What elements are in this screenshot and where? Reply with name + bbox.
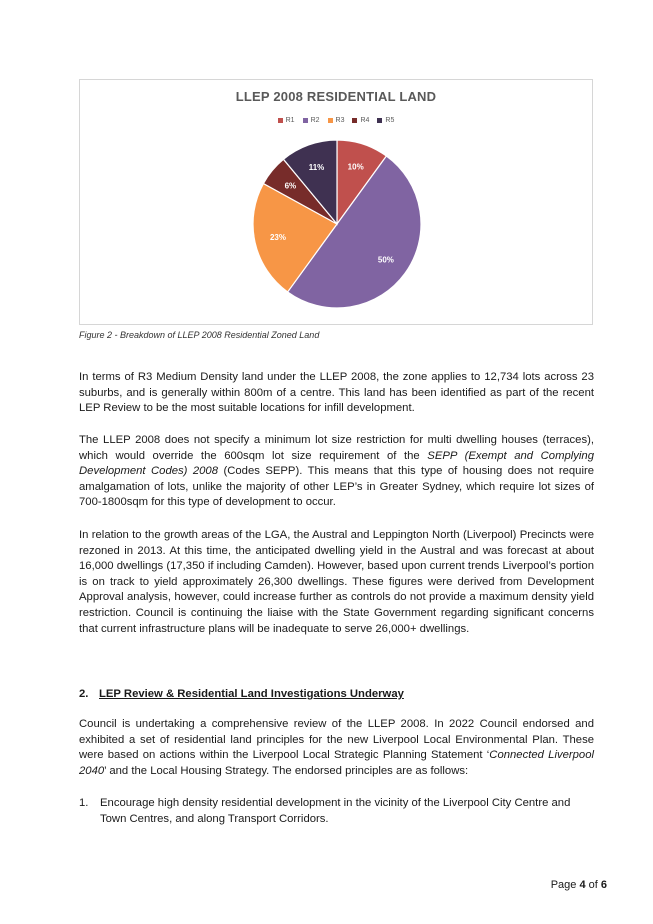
text-run: Council is undertaking a comprehensive review of the LLEP 2008. In 2022 Council endorsed and exhibited a set of residential land principles for the new Liverpool Local Environmental Plan. These were based on actions within the Liverpool Local Strategic Planning Statement ‘	[79, 718, 594, 762]
pie-label-r5: 11%	[308, 163, 325, 173]
pie-label-r2: 50%	[377, 255, 394, 265]
list-item	[79, 796, 594, 827]
page-footer	[551, 879, 607, 891]
paragraph-lep-review	[79, 717, 594, 779]
text-run: The LLEP 2008 does not specify a minimum lot size restriction for multi dwelling houses (terraces), which would override the 600sqm lot size requirement of the	[79, 434, 594, 462]
pie-svg	[80, 80, 594, 326]
pie-label-r4: 6%	[284, 181, 297, 191]
pie-chart	[79, 79, 593, 325]
paragraph-growth-areas: In relation to the growth areas of the LGA, the Austral and Leppington North (Liverpool) Precincts were rezoned in 2013. At this time, the anticipated dwelling yield in the Austral and was forecast at about 16,000 dwellings (17,350 if including Camden). However, based upon current trends Liverpool’s portion is on track to yield approximately 26,300 dwellings. These figures were derived from Development Approval analysis, however, could increase further as controls do not provide a maximum density yield restriction. Council is continuing the liaise with the State Government regarding significant concerns that current infrastructure plans will be inadequate to serve 26,000+ dwellings.	[79, 529, 594, 635]
page-total: 6	[600, 879, 607, 891]
text-run: ’ and the Local Housing Strategy. The endorsed principles are as follows:	[104, 764, 469, 777]
pie-label-r3: 23%	[269, 233, 286, 243]
figure-caption: Figure 2 - Breakdown of LLEP 2008 Residential Zoned Land	[79, 330, 320, 340]
text-run-italic: SEPP (Exempt and Complying Development Codes) 2008	[79, 449, 594, 478]
section-heading	[79, 688, 404, 700]
legend-label: R5	[385, 117, 395, 124]
page-number: 4	[579, 879, 586, 891]
paragraph-lot-size	[79, 433, 594, 511]
footer-prefix: Page	[550, 879, 580, 891]
text-run: (Codes SEPP). This means that this type of housing does not require amalgamation of lots, unlike the majority of other LEP’s in Greater Sydney, which require lot sizes of 700-1800sqm for this type of development to occur.	[79, 465, 594, 509]
section-title: LEP Review & Residential Land Investigations Underway	[99, 688, 404, 700]
paragraph-r3-medium-density: In terms of R3 Medium Density land under the LLEP 2008, the zone applies to 12,734 lots across 23 suburbs, and is generally within 800m of a centre. This land has been identified as part of the recent LEP Review to be the most suitable locations for infill development.	[79, 371, 594, 415]
legend-label: R1	[285, 117, 295, 124]
chart-title: LLEP 2008 RESIDENTIAL LAND	[235, 89, 437, 104]
legend-label: R2	[310, 117, 320, 124]
footer-of: of	[585, 879, 601, 891]
text-run-italic: Connected Liverpool 2040	[79, 749, 595, 777]
legend-label: R4	[360, 117, 370, 124]
list-item-number: 1.	[79, 797, 89, 809]
section-number: 2.	[79, 688, 89, 700]
list-item-text: Encourage high density residential development in the vicinity of the Liverpool City Centre and Town Centres, and along Transport Corridors.	[100, 797, 571, 825]
pie-label-r1: 10%	[347, 162, 364, 172]
legend-label: R3	[335, 117, 345, 124]
